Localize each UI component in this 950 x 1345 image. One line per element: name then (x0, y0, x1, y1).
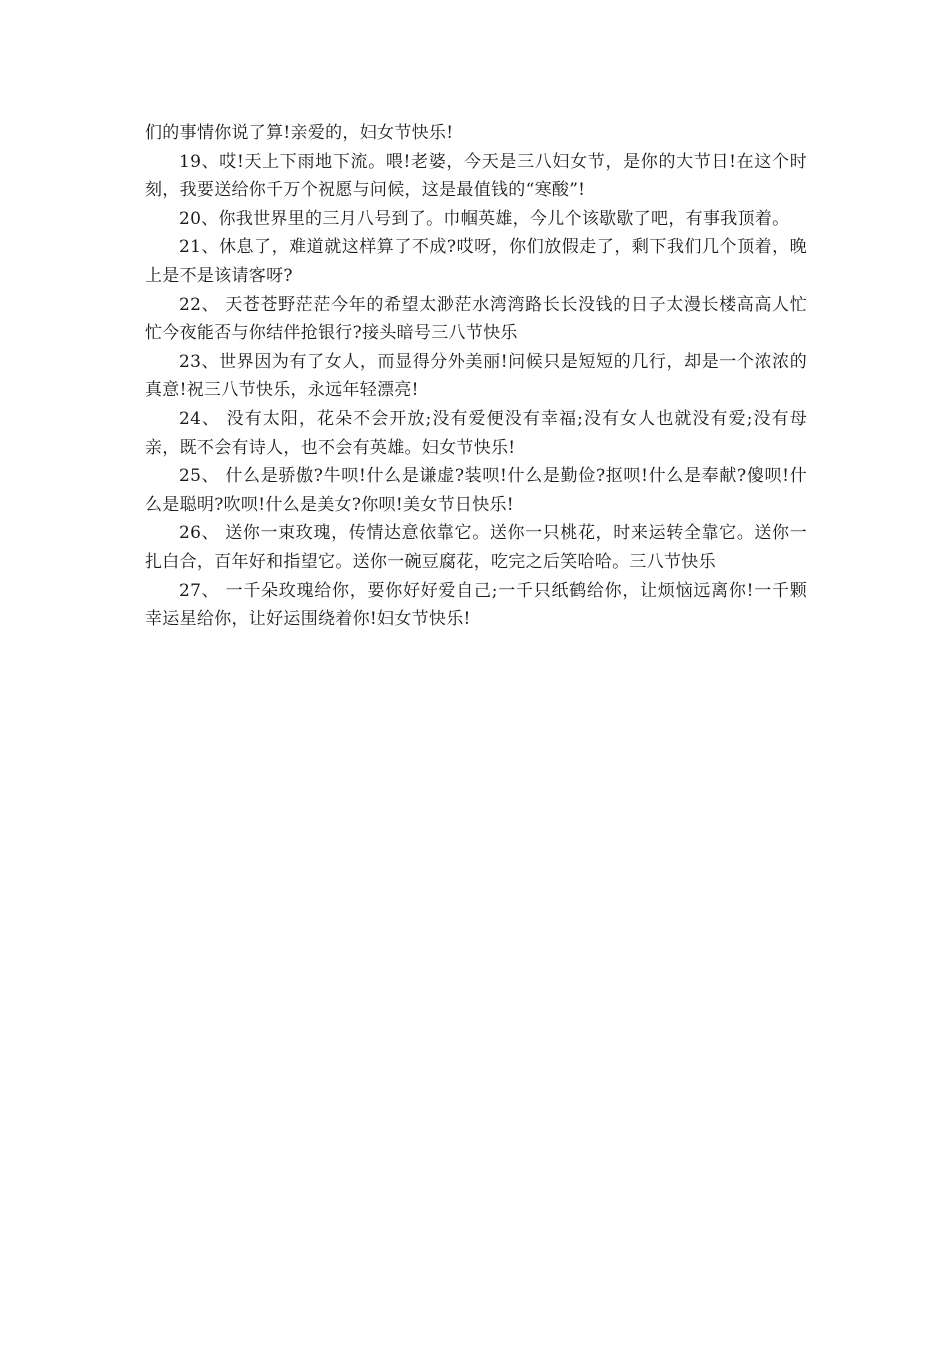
paragraph-19: 19、哎!天上下雨地下流。喂!老婆，今天是三八妇女节，是你的大节日!在这个时刻，我要送给你千万个祝愿与问候，这是最值钱的“寒酸”! (145, 151, 807, 201)
document-body (145, 119, 807, 634)
paragraph-continuation: 们的事情你说了算!亲爱的，妇女节快乐! (145, 123, 454, 143)
paragraph-25: 25、 什么是骄傲?牛呗!什么是谦虚?装呗!什么是勤俭?抠呗!什么是奉献?傻呗!什么是聪明?吹呗!什么是美女?你呗!美女节日快乐! (145, 466, 807, 515)
paragraph-26: 26、 送你一束玫瑰，传情达意依靠它。送你一只桃花，时来运转全靠它。送你一扎白合，百年好和指望它。送你一碗豆腐花，吃完之后笑哈哈。三八节快乐 (145, 523, 807, 572)
paragraph-27: 27、 一千朵玫瑰给你，要你好好爱自己;一千只纸鹤给你，让烦恼远离你!一千颗幸运星给你，让好运围绕着你!妇女节快乐! (145, 580, 807, 630)
paragraph-20: 20、你我世界里的三月八号到了。巾帼英雄，今儿个该歇歇了吧，有事我顶着。 (179, 208, 790, 229)
paragraph-23: 23、世界因为有了女人，而显得分外美丽!问候只是短短的几行，却是一个浓浓的真意!祝三八节快乐，永远年轻漂亮! (145, 351, 807, 401)
paragraph-21: 21、休息了，难道就这样算了不成?哎呀，你们放假走了，剩下我们几个顶着，晚上是不是该请客呀? (145, 237, 807, 286)
paragraph-22: 22、 天苍苍野茫茫今年的希望太渺茫水湾湾路长长没钱的日子太漫长楼高高人忙忙今夜能否与你结伴抢银行?接头暗号三八节快乐 (145, 294, 807, 344)
paragraph-24: 24、 没有太阳，花朵不会开放;没有爱便没有幸福;没有女人也就没有爱;没有母亲，既不会有诗人，也不会有英雄。妇女节快乐! (145, 408, 807, 458)
